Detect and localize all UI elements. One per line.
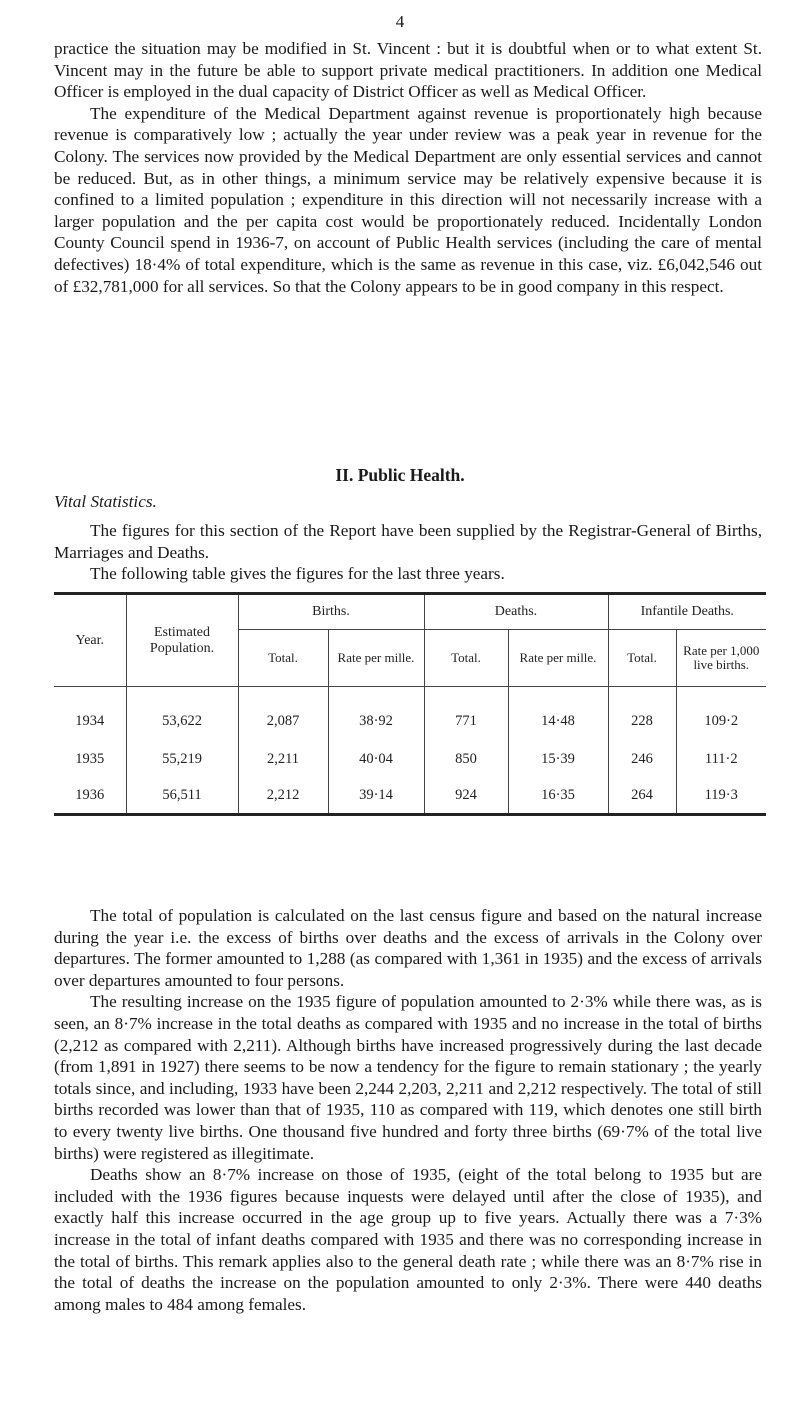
cell-year: 1936 [75, 786, 105, 803]
cell-births-total: 2,211 [238, 741, 328, 777]
section-heading: II. Public Health. [335, 465, 465, 485]
table-row [54, 687, 766, 742]
cell-infant-total: 228 [608, 687, 676, 742]
header-infant-total: Total. [608, 630, 676, 687]
header-population: Estimated Population. [126, 594, 238, 687]
header-infantile-deaths: Infantile Deaths. [608, 594, 766, 630]
cell-births-rate: 38·92 [328, 687, 424, 742]
page-number: 4 [395, 12, 405, 31]
header-births-rate: Rate per mille. [328, 630, 424, 687]
cell-deaths-total: 771 [424, 687, 508, 742]
cell-births-rate: 40·04 [328, 741, 424, 777]
paragraph-table-intro: The following table gives the figures for the last three years. [90, 564, 505, 584]
table-row [54, 741, 766, 777]
cell-infant-total: 264 [608, 777, 676, 815]
analysis-text [54, 905, 762, 1315]
cell-deaths-total: 924 [424, 777, 508, 815]
paragraph-figures-source: The figures for this section of the Report have been supplied by the Registrar-General of Births, Marriages and Deaths. [54, 521, 762, 562]
cell-deaths-rate: 16·35 [508, 777, 608, 815]
table-intro-text [54, 520, 762, 585]
header-deaths-total: Total. [424, 630, 508, 687]
intro-text [54, 38, 762, 297]
cell-year: 1935 [75, 750, 105, 767]
sub-heading: Vital Statistics. [54, 492, 157, 511]
cell-infant-total: 246 [608, 741, 676, 777]
cell-deaths-rate: 15·39 [508, 741, 608, 777]
cell-year: 1934 [75, 712, 105, 729]
cell-births-total: 2,087 [238, 687, 328, 742]
cell-infant-rate: 109·2 [676, 687, 766, 742]
vital-statistics-table [54, 592, 766, 816]
paragraph-deaths-increase: Deaths show an 8·7% increase on those of 1935, (eight of the total belong to 1935 but are included with the 1936 figures because inquests were delayed until after the close of 1935), and exactly half this increase occurred in the age group up to five years. Actually there was a 7·3% increase in the total of infant deaths compared with 1935 and there was no corresponding increase in the total of births. This remark applies also to the general death rate ; while there was an 8·7% rise in the total of deaths the increase on the population amounted to only 2·3%. There were 440 deaths among males to 484 among females. [54, 1165, 762, 1314]
paragraph-population-calc: The total of population is calculated on the last census figure and based on the natural increase during the year i.e. the excess of births over deaths and the excess of arrivals in the Colony over departures. The former amounted to 1,288 (as compared with 1,361 in 1935) and the excess of arrivals over departures amounted to four persons. [54, 906, 762, 990]
cell-infant-rate: 111·2 [676, 741, 766, 777]
cell-population: 55,219 [126, 741, 238, 777]
cell-population: 56,511 [126, 777, 238, 815]
header-year: Year. [75, 632, 105, 648]
cell-births-rate: 39·14 [328, 777, 424, 815]
paragraph-practice: practice the situation may be modified in St. Vincent : but it is doubtful when or to what extent St. Vincent may in the future be able to support private medical practitioners. In addition one Medical Officer is employed in the dual capacity of District Officer as well as Medical Officer. [54, 39, 762, 102]
cell-population: 53,622 [126, 687, 238, 742]
header-births-total: Total. [238, 630, 328, 687]
cell-deaths-total: 850 [424, 741, 508, 777]
header-deaths: Deaths. [424, 594, 608, 630]
paragraph-population-increase: The resulting increase on the 1935 figure of population amounted to 2·3% while there was, as is seen, an 8·7% increase in the total deaths as compared with 1935 and no increase in the total of births (2,212 as compared with 2,211). Although births have increased progressively during the last decade (from 1,891 in 1927) there seems to be now a tendency for the figure to remain stationary ; the yearly totals since, and including, 1933 have been 2,244 2,203, 2,211 and 2,212 respectively. The total of still births recorded was lower than that of 1935, 110 as compared with 119, which denotes one still birth to every twenty live births. One thousand five hundred and forty three births (69·7% of the total live births) were registered as illegitimate. [54, 992, 762, 1163]
cell-infant-rate: 119·3 [676, 777, 766, 815]
paragraph-expenditure: The expenditure of the Medical Department against revenue is proportionately high because revenue is comparatively low ; actually the year under review was a peak year in revenue for the Colony. The services now provided by the Medical Department are only essential services and cannot be reduced. But, as in other things, a minimum service may be relatively expensive because it is confined to a limited population ; expenditure in this direction will not necessarily increase with a larger population and the per capita cost would be proportionately reduced. Incidentally London County Council spend in 1936-7, on account of Public Health services (including the care of mental defectives) 18·4% of total expenditure, which is the same as revenue in this case, viz. £6,042,546 out of £32,781,000 for all services. So that the Colony appears to be in good company in this respect. [54, 103, 762, 296]
cell-births-total: 2,212 [238, 777, 328, 815]
table-row [54, 777, 766, 815]
header-births: Births. [238, 594, 424, 630]
cell-deaths-rate: 14·48 [508, 687, 608, 742]
header-infant-rate: Rate per 1,000 live births. [676, 630, 766, 687]
header-deaths-rate: Rate per mille. [508, 630, 608, 687]
